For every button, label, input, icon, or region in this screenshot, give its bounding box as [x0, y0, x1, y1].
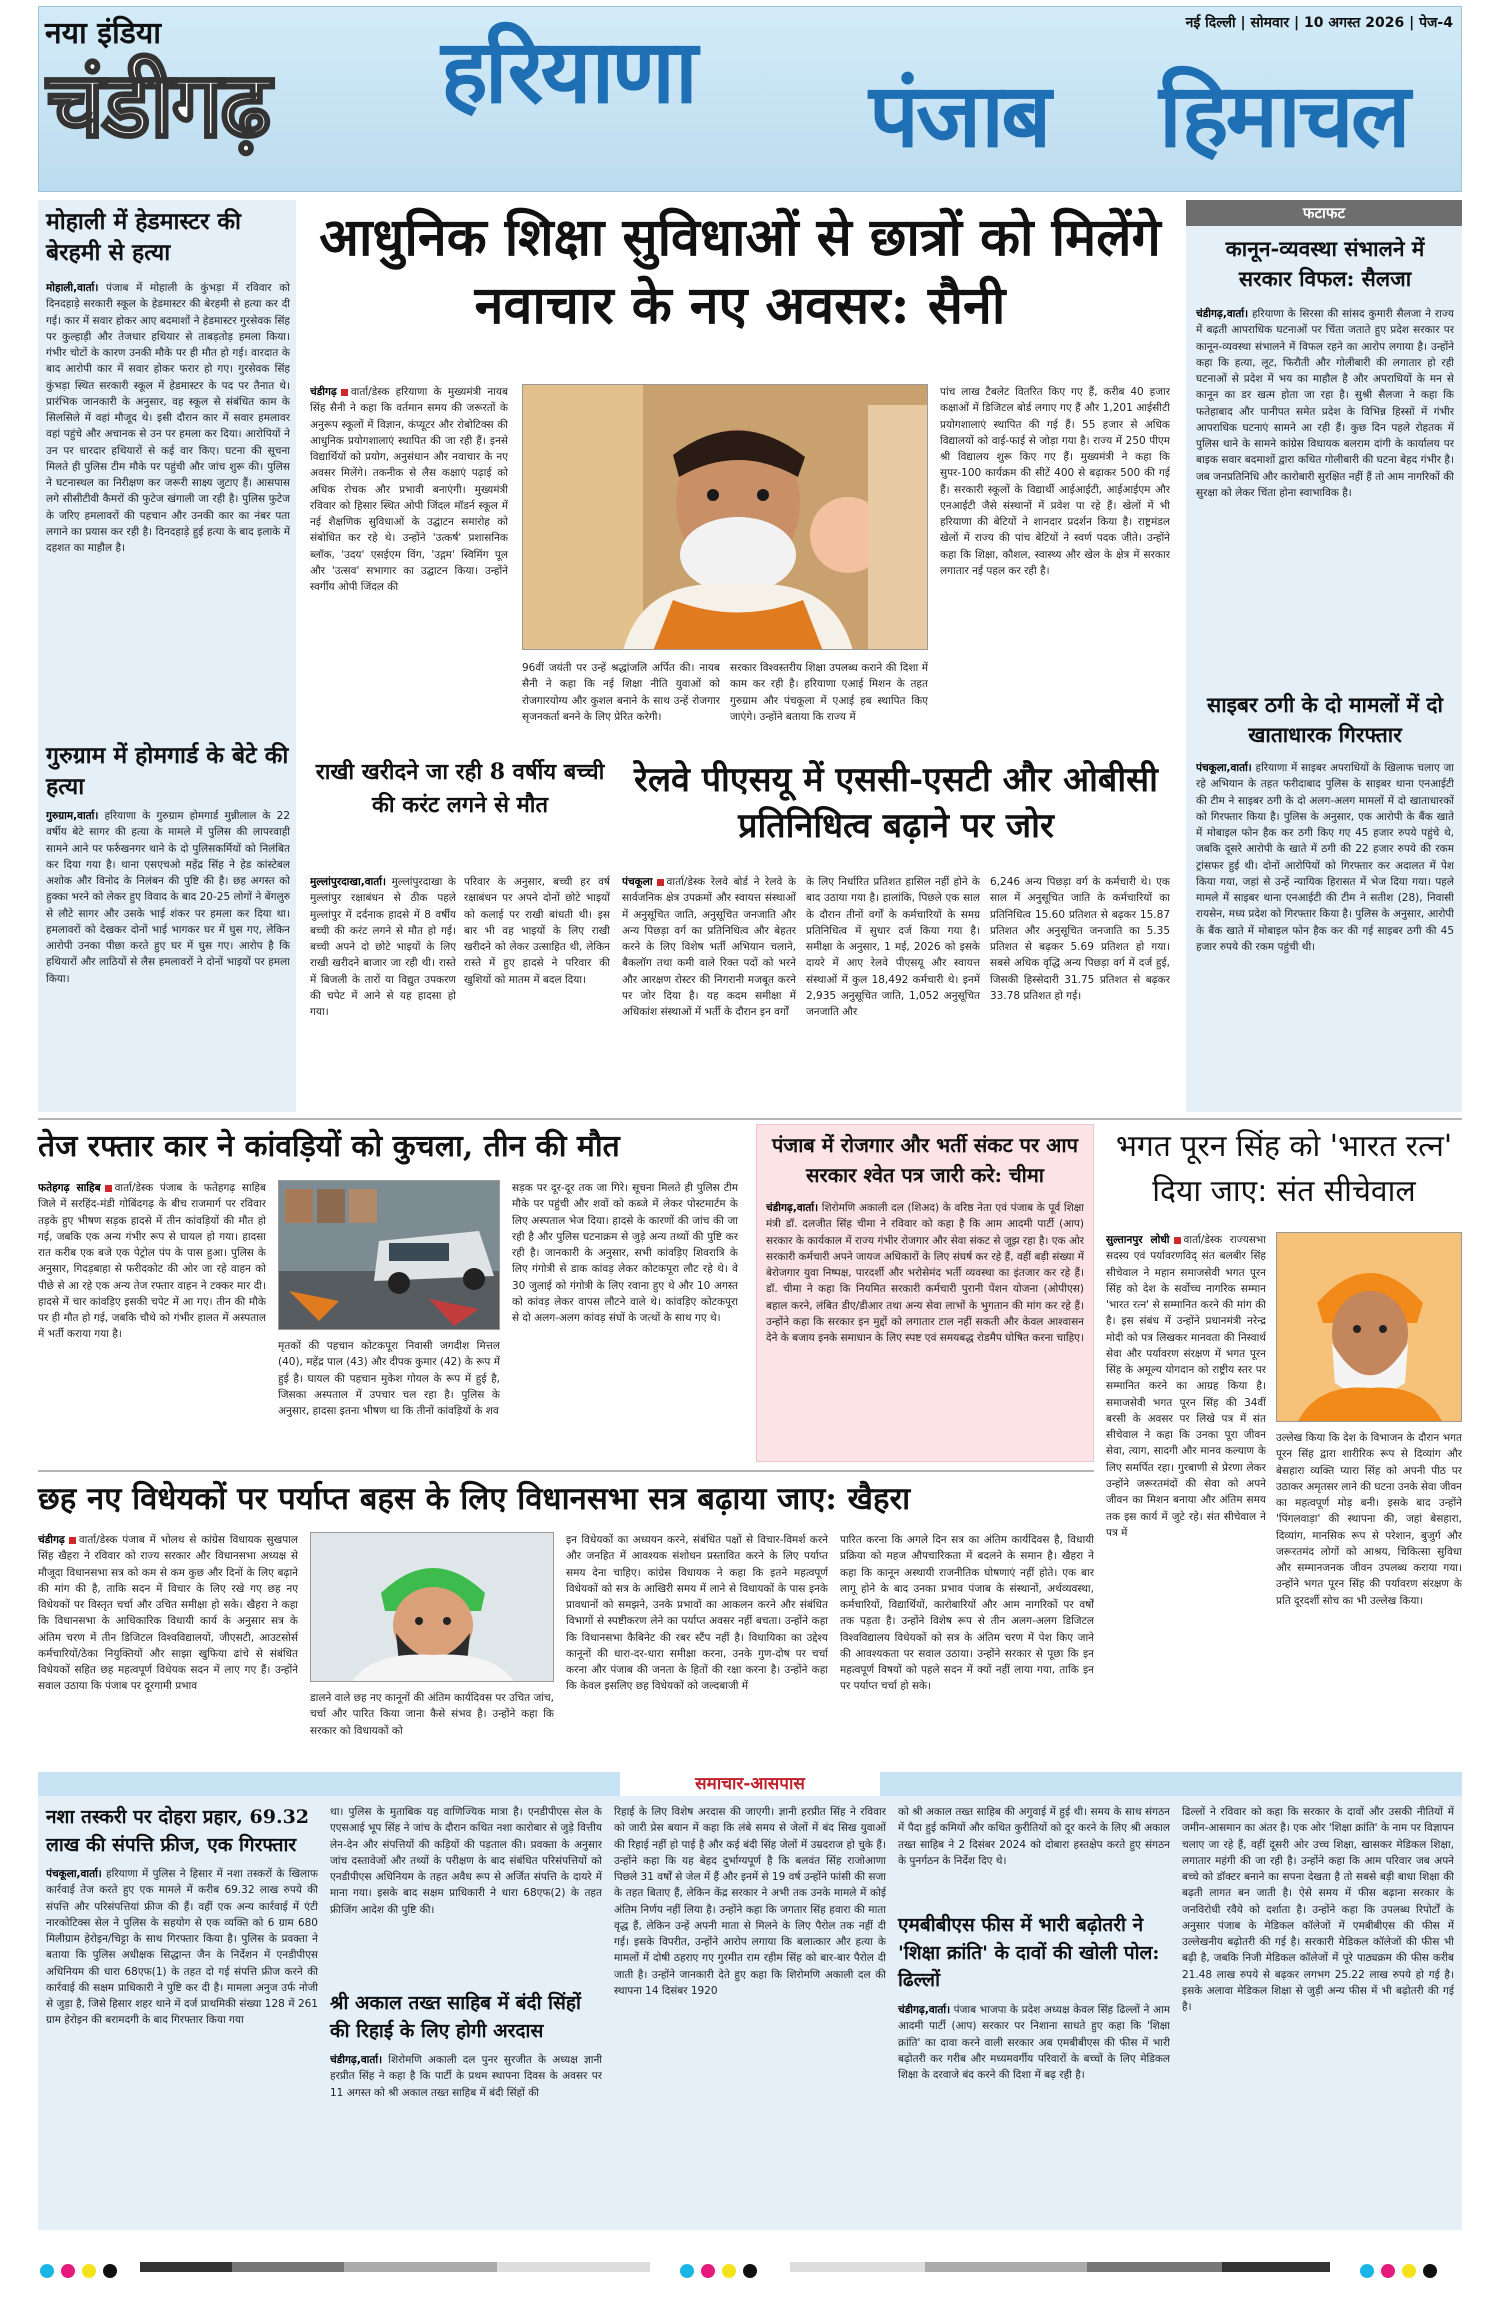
story-gurugram-headline: गुरुग्राम में होमगार्ड के बेटे की हत्या [46, 742, 289, 801]
fatafat-selja-text: हरियाणा के सिरसा की सांसद कुमारी सैलजा ने राज्य में बढ़ती आपराधिक घटनाओं पर चिंता जताते हुए प्रदेश सरकार पर कानून-व्यवस्था संभालने में विफल रहने का आरोप लगाया है। उन्होंने कहा कि हत्या, लूट, फिरौती और गोलीबारी की लगातार हो रही घटनाओं से प्रदेश में भय का माहौल है और अपराधियों के मन से कानून का डर खत्म होता जा रहा है। सुश्री सैलजा ने कहा कि फतेहाबाद और पानीपत समेत प्रदेश के विभिन्न हिस्सों में गंभीर आपराधिक घटनाएं सामने आ रही हैं। कुछ दिन पहले रोहतक में पुलिस थाने के सामने कांग्रेस विधायक बलराम दांगी के कार्यालय पर बाइक सवार बदमाशों द्वारा कथित गोलीबारी की घटना बेहद गंभीर है। जब जनप्रतिनिधि और कारोबारी सुरक्षित नहीं हैं तो आम नागरिकों की सुरक्षा को लेकर चिंता होना स्वाभाविक है। [1196, 308, 1454, 499]
bottom-akal-text: शिरोमणि अकाली दल पुनर सुरजीत के अध्यक्ष ज्ञानी हरप्रीत सिंह ने कहा है कि पार्टी के प्रथम स्थापना दिवस के अवसर पर 11 अगस्त को श्री अकाल तख्त साहिब में बंदी सिंहों की [330, 2054, 602, 2099]
page-number: पेज-4 [1419, 15, 1453, 31]
story-kanwar-text1: पंजाब के फतेहगढ़ साहिब जिले में सरहिंद-मंडी गोबिंदगढ़ के बीच राजमार्ग पर रविवार तड़के हुए भीषण सड़क हादसे में तीन कांवड़ियों की मौत हो गई, जबकि एक अन्य गंभीर रूप से घायल हो गया। हादसा रात करीब एक बजे एक पेट्रोल पंप के पास हुआ। पुलिस के अनुसार, गिदड़बाहा से फरीदकोट की ओर जा रहे वाहन को पीछे से आ रहे एक अन्य तेज रफ्तार वाहन ने टक्कर मार दी। हादसे में चार कांवड़िए इसकी चपेट में आ गए। तीन की मौके पर ही मौत हो गई, जबकि चौथे को गंभीर हालत में अस्पताल में भर्ती कराया गया है। [38, 1182, 266, 1341]
bottom-akal-cont: रिहाई के लिए विशेष अरदास की जाएगी। ज्ञानी हरप्रीत सिंह ने रविवार को जारी प्रेस बयान में कहा कि लंबे समय से जेलों में बंद सिख युवाओं की रिहाई नहीं हो पाई है और कई बंदी सिंह जेलों में उम्रदराज हो चुके हैं। उन्होंने कहा कि यह बेहद दुर्भाग्यपूर्ण है कि बलवंत सिंह राजोआणा पिछले 31 वर्षों से जेल में हैं और इनमें से 19 वर्ष उन्होंने फांसी की सजा के तहत बिताए हैं, लेकिन केंद्र सरकार ने अभी तक उनके मामले में कोई अंतिम निर्णय नहीं लिया है। उन्होंने कहा कि जगतार सिंह हवारा की माता वृद्ध हैं, लेकिन उन्हें अपनी माता से मिलने के लिए पैरोल तक नहीं दी गई। इसके विपरीत, उन्होंने आरोप लगाया कि बलात्कार और हत्या के मामलों में दोषी ठहराए गए गुरमीत राम रहीम सिंह को बार-बार पैरोल दी जाती है। उन्होंने जानकारी देते हुए कहा कि शिरोमणि अकाली दल की स्थापना 14 दिसंबर 1920 [614, 1806, 886, 1997]
story-seechewal-col1 [1106, 1232, 1266, 1760]
story-cheema-text: शिरोमणि अकाली दल (शिअद) के वरिष्ठ नेता एवं पंजाब के पूर्व शिक्षा मंत्री डॉ. दलजीत सिंह चीमा ने रविवार को कहा है कि आम आदमी पार्टी (आप) सरकार के कार्यकाल में राज्य गंभीर रोजगार और सेवा संकट से जूझ रहा है। एक ओर सरकारी कर्मचारी अपने जायज अधिकारों के लिए संघर्ष कर रहे हैं, वहीं बड़ी संख्या में बेरोजगार युवा निष्पक्ष, पारदर्शी और भरोसेमंद भर्ती व्यवस्था का इंतजार कर रहे हैं। डॉ. चीमा ने कहा कि नियमित सरकारी कर्मचारी पुरानी पेंशन योजना (ओपीएस) बहाल करने, लंबित डीए/डीआर तथा अन्य सेवा लाभों के भुगतान की मांग कर रहे हैं। उन्होंने कहा कि सरकार इन मुद्दों को लगातार टाल नहीं सकती और केवल आश्वासन देने के बजाय इनके समाधान के लिए स्पष्ट एवं समयबद्ध रोडमैप घोषित करना चाहिए। [766, 1202, 1084, 1345]
saini-photo [522, 384, 928, 650]
story-gurugram-text: हरियाणा के गुरुग्राम होमगार्ड मुन्नीलाल के 22 वर्षीय बेटे सागर की हत्या के मामले में पुलिस की लापरवाही सामने आने पर फर्रुखनगर थाने के दो पुलिसकर्मियों को निलंबित कर दिया गया है। थाना एसएचओ महेंद्र सिंह ने हेड कांस्टेबल अशोक और विनोद के निलंबन की पुष्टि की है। छह अगस्त को हुक्का भरने को लेकर हुए विवाद के बाद 20-25 लोगों ने बेंगलुरु से लौटे सागर और उसके भाई शंकर पर हमला कर दिया था। हमलावरों को देखकर दोनों भाई भागकर घर में घुस गए, लेकिन आरोपी उनका पीछा करते हुए घर में घुस गए। आरोप है कि हथियारों और लाठियों से लैस हमलावरों ने दोनों भाइयों पर हमला किया। [46, 810, 290, 985]
story-railway-marker [657, 879, 664, 886]
story-seechewal-text1: राज्यसभा सदस्य एवं पर्यावरणविद् संत बलबीर सिंह सीचेवाल ने महान समाजसेवी भगत पूरन सिंह को देश के सर्वोच्च नागरिक सम्मान 'भारत रत्न' से सम्मानित करने की मांग की है। इस संबंध में उन्होंने प्रधानमंत्री नरेन्द्र मोदी को पत्र लिखकर मानवता की निस्वार्थ सेवा और पर्यावरण संरक्षण में भगत पूरन सिंह के अमूल्य योगदान को राष्ट्रीय स्तर पर सम्मानित करने का आग्रह किया है। समाजसेवी भगत पूरन सिंह की 34वीं बरसी के अवसर पर लिखे पत्र में संत सीचेवाल ने कहा कि उनका पूरा जीवन सेवा, त्याग, सादगी और मानव कल्याण के लिए समर्पित रहा। गुरबाणी से प्रेरणा लेकर उन्होंने जरूरतमंदों की सेवा को अपने जीवन का मिशन बनाया और अंतिम समय तक इस कार्य में जुटे रहे। संत सीचेवाल ने पत्र में [1106, 1234, 1266, 1539]
story-cheema-headline: पंजाब में रोजगार और भर्ती संकट पर आप सरकार श्वेत पत्र जारी करे: चीमा [772, 1133, 1078, 1187]
bottom-drugs-dateline: पंचकूला,वार्ता। [46, 1868, 102, 1880]
fatafat-label: फटाफट [1186, 200, 1462, 226]
story-saini-dateline: चंडीगढ़ [310, 386, 337, 398]
fatafat-cyber-dateline: पंचकूला,वार्ता। [1196, 762, 1252, 774]
bottom-drugs-cont: था। पुलिस के मुताबिक यह वाणिज्यिक मात्रा है। एनडीपीएस सेल के एएसआई भूप सिंह ने जांच के दौरान कथित नशा कारोबार से जुड़े वित्तीय लेन-देन और संपत्तियों की कड़ियों की पड़ताल की। प्रवक्ता के अनुसार जांच दस्तावेजों और तथ्यों के परीक्षण के बाद संबंधित परिसंपत्तियों को एनडीपीएस अधिनियम के तहत अवैध रूप से अर्जित संपत्ति के दायरे में माना गया। इसके बाद सक्षम प्राधिकारी ने धारा 68एफ(2) के तहत फ्रीजिंग आदेश की पुष्टि की। [330, 1806, 602, 1916]
story-saini-marker [341, 389, 348, 396]
story-khaira-agency: वार्ता/डेस्क [78, 1534, 118, 1546]
story-rakhi-col1 [310, 874, 456, 1110]
story-kanwar-col2: मृतकों की पहचान कोटकपूरा निवासी जगदीश मित्तल (40), महेंद्र पाल (43) और दीपक कुमार (42) के रूप में हुई है। घायल की पहचान मुकेश गोयल के रूप में हुई है, जिसका अस्पताल में उपचार चल रहा है। पुलिस के अनुसार, हादसा इतना भीषण था कि तीनों कांवड़ियों के शव [278, 1340, 500, 1418]
story-cheema-dateline: चंडीगढ़,वार्ता। [766, 1202, 819, 1214]
seechewal-photo [1276, 1232, 1462, 1422]
dateline-bar: नई दिल्ली | सोमवार | 10 अगस्त 2026 | पेज-4 [1185, 15, 1453, 31]
bottom-akal-body [330, 2052, 602, 2222]
khaira-photo [310, 1532, 554, 1682]
story-railway-dateline: पंचकूला [622, 876, 653, 888]
bottom-mbbs-body [898, 2002, 1170, 2222]
bottom-akal-headline: श्री अकाल तख्त साहिब में बंदी सिंहों की रिहाई के लिए होगी अरदास [330, 1992, 581, 2042]
story-gurugram-body [46, 808, 290, 1106]
title-himachal: हिमाचल [1159, 64, 1408, 167]
story-seechewal-dateline: सुल्तानपुर लोधी [1106, 1234, 1170, 1246]
story-khaira-col3: इन विधेयकों का अध्ययन करने, संबंधित पक्षों से विचार-विमर्श करने और जनहित में आवश्यक संशोधन प्रस्तावित करने के लिए पर्याप्त समय देना चाहिए। कांग्रेस विधायक ने कहा कि इतने महत्वपूर्ण विधेयकों को सत्र के आखिरी समय में लाने से विधायकों के पास इनके प्रावधानों को समझने, उनके प्रभावों का आकलन करने और संबंधित विभागों से स्पष्टीकरण लेने का पर्याप्त अवसर नहीं बचता। उन्होंने कहा कि विधानसभा कैबिनेट की रबर स्टैंप नहीं है। विधायिका का उद्देश्य कानूनों की धारा-दर-धारा समीक्षा करना, उनके गुण-दोष पर चर्चा करना और पंजाब की जनता के हितों की रक्षा करना है। उन्होंने कहा कि केवल इसलिए छह विधेयकों को जल्दबाजी में [566, 1534, 828, 1693]
edition-location: नई दिल्ली [1185, 15, 1236, 31]
bottom-mbbs-dateline: चंडीगढ़,वार्ता। [898, 2004, 951, 2016]
title-punjab: पंजाब [869, 64, 1049, 167]
story-khaira-col4: पारित करना कि अगले दिन सत्र का अंतिम कार्यदिवस है, विधायी प्रक्रिया को महज औपचारिकता में बदलने के समान है। खैहरा ने कहा कि कानून अस्थायी राजनीतिक घोषणाएं नहीं होते। एक बार लागू होने के बाद उनका प्रभाव पंजाब के संस्थानों, अर्थव्यवस्था, कर्मचारियों, विद्यार्थियों, कारोबारियों और आम नागरिकों पर वर्षों तक पड़ता है। उन्होंने विशेष रूप से तीन अलग-अलग डिजिटल विश्वविद्यालय विधेयकों को सत्र के अंतिम चरण में पेश किए जाने की आवश्यकता पर सवाल उठाया। उन्होंने सरकार से पूछा कि इन महत्वपूर्ण विषयों को पहले सदन में क्यों नहीं लाया गया, ताकि इन पर पर्याप्त चर्चा हो सके। [840, 1534, 1094, 1693]
story-khaira-col2: डालने वाले छह नए कानूनों की अंतिम कार्यदिवस पर उचित जांच, चर्चा और पारित किया जाना कैसे संभव है। उन्होंने कहा कि सरकार को विधायकों को [310, 1692, 554, 1737]
story-railway-headline: रेलवे पीएसयू में एससी-एसटी और ओबीसी प्रतिनिधित्व बढ़ाने पर जोर [634, 760, 1158, 846]
story-saini-col2: 96वीं जयंती पर उन्हें श्रद्धांजलि अर्पित की। नायब सैनी ने कहा कि नई शिक्षा नीति युवाओं को रोजगारयोग्य और कुशल बनाने के साथ उन्हें रोजगार सृजनकर्ता बनने के लिए प्रेरित करेगी। [522, 662, 720, 723]
edition-date: 10 अगस्त 2026 [1304, 15, 1405, 31]
fatafat-cyber-text: हरियाणा में साइबर अपराधियों के खिलाफ चलाए जा रहे अभियान के तहत फरीदाबाद पुलिस के साइबर थाना एनआईटी की टीम ने साइबर ठगी के दो अलग-अलग मामलों में दो खाताधारकों को गिरफ्तार किया है। पुलिस के अनुसार, एक आरोपी के बैंक खाते में मोबाइल फोन हैक कर ठगी किए गए 45 हजार रुपये पहुंचे थे, जबकि दूसरे आरोपी के खाते में ठगी की 22 हजार रुपये की रकम ट्रांसफर हुई थी। दोनों आरोपियों को गिरफ्तार कर अदालत में पेश किया गया, जहां से उन्हें न्यायिक हिरासत में भेज दिया गया। पहले मामले में साइबर थाना एनआईटी की टीम ने सतीश (28), निवासी रायसेन, मध्य प्रदेश को गिरफ्तार किया है। पुलिस के अनुसार, आरोपी के बैंक खाते में मोबाइल फोन हैक कर की गई साइबर ठगी की 45 हजार रुपये की रकम पहुंची थी। [1196, 762, 1454, 953]
story-kanwar-headline: तेज रफ्तार कार ने कांवड़ियों को कुचला, तीन की मौत [38, 1129, 620, 1164]
story-seechewal-marker [1174, 1237, 1181, 1244]
print-bar-right [790, 2262, 1330, 2272]
story-seechewal-col2: उल्लेख किया कि देश के विभाजन के दौरान भगत पूरन सिंह द्वारा शारीरिक रूप से दिव्यांग और बेसहारा व्यक्ति प्यारा सिंह को अपनी पीठ पर उठाकर अमृतसर लाने की घटना उनके सेवा जीवन का महत्वपूर्ण मोड़ बनी। इसके बाद उन्होंने 'पिंगलवाड़ा' की स्थापना की, जहां बेसहारा, दिव्यांग, मानसिक रूप से परेशान, बुजुर्ग और जरूरतमंद लोगों को आश्रय, चिकित्सा सुविधा और सम्मानजनक जीवन उपलब्ध कराया गया। उन्होंने भगत पूरन सिंह की पर्यावरण संरक्षण के प्रति दूरदर्शी सोच का भी उल्लेख किया। [1276, 1432, 1462, 1607]
story-railway-agency: वार्ता/डेस्क [666, 876, 706, 888]
story-mohali-body [46, 280, 290, 728]
story-saini-headline: आधुनिक शिक्षा सुविधाओं से छात्रों को मिलेंगे नवाचार के नए अवसर: सैनी [319, 207, 1161, 336]
story-saini-agency: वार्ता/डेस्क [350, 386, 390, 398]
story-kanwar-col1 [38, 1180, 266, 1460]
print-registration-center [680, 2260, 764, 2279]
story-seechewal-agency: वार्ता/डेस्क [1183, 1234, 1223, 1246]
story-seechewal-headline: भगत पूरन सिंह को 'भारत रत्न' दिया जाए: संत सीचेवाल [1115, 1129, 1453, 1209]
story-mohali-text: पंजाब में मोहाली के कुंभड़ा में रविवार को दिनदहाड़े सरकारी स्कूल के हेडमास्टर की बेरहमी से हत्या कर दी गई। कार में सवार होकर आए बदमाशों ने हेडमास्टर गुरसेवक सिंह पर कुल्हाड़ी और तेजधार हथियार से ताबड़तोड़ हमला किया। गंभीर चोटों के कारण उनकी मौके पर ही मौत हो गई। वारदात के बाद आरोपी कार में सवार होकर फरार हो गए। गुरसेवक सिंह कुंभड़ा स्थित सरकारी स्कूल में हेडमास्टर के पद पर तैनात थे। प्रारंभिक जानकारी के अनुसार, वह स्कूल से संबंधित काम के सिलसिले में वहां मौजूद थे। इसी दौरान कार में सवार हमलावर वहां पहुंचे और अचानक से उन पर हमला कर दिया। आरोपियों ने उन पर धारदार हथियारों से कई वार किए। घटना की सूचना मिलते ही पुलिस टीम मौके पर पहुंची और जांच शुरू की। पुलिस ने घटनास्थल का निरीक्षण कर जरूरी साक्ष्य जुटाए हैं। आसपास लगे सीसीटीवी कैमरों की फुटेज खंगाली जा रही है। पुलिस फुटेज के जरिए हमलावरों की पहचान और उनकी कार का नंबर पता लगाने का प्रयास कर रही है। दिनदहाड़े हुई हत्या के बाद इलाके में दहशत का माहौल है। [46, 282, 290, 555]
divider-2 [38, 1470, 1094, 1472]
print-registration-right [1360, 2260, 1444, 2279]
story-rakhi-col2: परिवार के अनुसार, बच्ची हर वर्ष रक्षाबंधन पर अपने दोनों छोटे भाइयों को कलाई पर राखी बांधती थी। इस बार भी वह भाइयों के लिए राखी खरीदने को लेकर उत्साहित थी, लेकिन रास्ते में हुए हादसे ने परिवार की खुशियों को मातम में बदल दिया। [464, 876, 610, 986]
kanwar-photo [278, 1180, 500, 1330]
story-khaira-col1 [38, 1532, 298, 1760]
story-saini-text1: हरियाणा के मुख्यमंत्री नायब सिंह सैनी ने कहा कि वर्तमान समय की जरूरतों के अनुरूप स्कूलों में विज्ञान, कंप्यूटर और रोबोटिक्स की आधुनिक प्रयोगशालाएं स्थापित की जा रही हैं। इनसे विद्यार्थियों को प्रयोग, अनुसंधान और नवाचार के नए अवसर मिलेंगे। तकनीक से लैस कक्षाएं पढ़ाई को अधिक रोचक और प्रभावी बनाएंगी। मुख्यमंत्री रविवार को हिसार स्थित ओपी जिंदल मॉडर्न स्कूल में नई शैक्षणिक सुविधाओं के उद्घाटन समारोह को संबोधित कर रहे थे। उन्होंने 'उत्कर्ष' प्रशासनिक ब्लॉक, 'उदय' एसईएम विंग, 'उद्गम' स्विमिंग पूल और 'उत्सव' सभागार का उद्घाटन किया। उन्होंने स्वर्गीय ओपी जिंदल की [310, 386, 508, 594]
fatafat-cyber-headline: साइबर ठगी के दो मामलों में दो खाताधारक गिरफ्तार [1207, 692, 1443, 748]
story-railway-col3: 6,246 अन्य पिछड़ा वर्ग के कर्मचारी थे। एक साल में अनुसूचित जाति के कर्मचारियों का प्रतिनिधित्व 15.60 प्रतिशत से बढ़कर 15.87 प्रतिशत और अनुसूचित जनजाति का 5.35 प्रतिशत से बढ़कर 5.69 प्रतिशत हो गया। सबसे अधिक वृद्धि अन्य पिछड़ा वर्ग में दर्ज हुई, जिसकी हिस्सेदारी 31.75 प्रतिशत से बढ़कर 33.78 प्रतिशत हो गई। [990, 876, 1170, 1002]
story-kanwar-col3: सड़क पर दूर-दूर तक जा गिरे। सूचना मिलते ही पुलिस टीम मौके पर पहुंची और शवों को कब्जे में लेकर पोस्टमार्टम के लिए अस्पताल भेज दिया। हादसे के कारणों की जांच की जा रही है और पुलिस घटनाक्रम से जुड़े अन्य तथ्यों की पुष्टि कर रही है। जानकारी के अनुसार, सभी कांवड़िए शिवरात्रि के लिए गंगोत्री से डाक कांवड़ लेकर कोटकपूरा लौट रहे थे। वे 30 जुलाई को गंगोत्री के लिए रवाना हुए थे और 10 अगस्त को कांवड़ लेकर वापस लौटने वाले थे। कांवड़िए कोटकपूरा से दो अलग-अलग कांवड़ संघों के जत्थों के साथ गए थे। [512, 1182, 738, 1325]
fatafat-selja-headline: कानून-व्यवस्था संभालने में सरकार विफल: सैलजा [1225, 236, 1425, 292]
bottom-akal-dateline: चंडीगढ़,वार्ता। [330, 2054, 383, 2066]
city-name: चंडीगढ़ [47, 52, 269, 158]
bottom-section-label: समाचार-आसपास [620, 1772, 880, 1796]
bottom-mbbs-headline: एमबीबीएस फीस में भारी बढ़ोतरी ने 'शिक्षा क्रांति' के दावों की खोली पोल: ढिल्लों [898, 1914, 1160, 1992]
story-gurugram-dateline: गुरुग्राम,वार्ता। [46, 810, 99, 822]
title-haryana: हरियाणा [441, 20, 695, 123]
story-mohali-headline: मोहाली में हेडमास्टर की बेरहमी से हत्या [46, 208, 242, 267]
masthead [38, 6, 1462, 192]
divider-1 [38, 1118, 1462, 1120]
story-khaira-text1: पंजाब में भोलथ से कांग्रेस विधायक सुखपाल सिंह खैहरा ने रविवार को राज्य सरकार और विधानसभा अध्यक्ष से मौजूदा विधानसभा सत्र को कम से कम कुछ और दिनों के लिए बढ़ाने की मांग की है, ताकि सदन में विचार के लिए रखे गए छह नए विधेयकों पर विस्तृत चर्चा और उचित समीक्षा हो सके। खैहरा ने कहा कि विधानसभा के आधिकारिक विधायी कार्य के अनुसार सत्र के अंतिम चरण में तीन डिजिटल विश्वविद्यालयों, जीएसटी, आउटसोर्स कर्मचारियों/ठेका नियुक्तियों और साझा खुफिया ढांचे से संबंधित विधेयकों सहित छह महत्वपूर्ण विधेयक सदन में लाए गए हैं। उन्होंने सवाल उठाया कि पंजाब पर दूरगामी प्रभाव [38, 1534, 298, 1693]
story-kanwar-agency: वार्ता/डेस्क [114, 1182, 154, 1194]
story-saini-col3: सरकार विश्वस्तरीय शिक्षा उपलब्ध कराने की दिशा में काम कर रही है। हरियाणा एआई मिशन के तहत गुरुग्राम और पंचकूला में एआई हब स्थापित किए जाएंगे। उन्होंने बताया कि राज्य में [730, 662, 928, 723]
bottom-drugs-headline: नशा तस्करी पर दोहरा प्रहार, 69.32 लाख की संपत्ति फ्रीज, एक गिरफ्तार [46, 1806, 310, 1856]
fatafat-selja-dateline: चंडीगढ़,वार्ता। [1196, 308, 1249, 320]
story-kanwar-marker [105, 1185, 112, 1192]
fatafat-selja-body [1196, 306, 1454, 676]
bottom-mbbs-text: पंजाब भाजपा के प्रदेश अध्यक्ष केवल सिंह ढिल्लों ने आम आदमी पार्टी (आप) सरकार पर निशाना साधते हुए कहा कि 'शिक्षा क्रांति' का दावा करने वाली सरकार अब एमबीबीएस की फीस में भारी बढ़ोतरी कर गरीब और मध्यमवर्गीय परिवारों के बच्चों के लिए मेडिकल शिक्षा के दरवाजे बंद करने की दिशा में बढ़ रही है। [898, 2004, 1170, 2082]
bottom-drugs-text: हरियाणा में पुलिस ने हिसार में नशा तस्करों के खिलाफ कार्रवाई तेज करते हुए एक मामले में करीब 69.32 लाख रुपये की संपत्ति और परिसंपत्तियां फ्रीज की हैं। वहीं एक अन्य कार्रवाई में एंटी नारकोटिक्स सेल ने पुलिस के सहयोग से एक व्यक्ति को 6 ग्राम 680 मिलीग्राम हेरोइन/चिट्टा के साथ गिरफ्तार किया है। पुलिस के प्रवक्ता ने बताया कि पुलिस अधीक्षक सिद्धान्त जैन के निर्देशन में एनडीपीएस अधिनियम की धारा 68एफ(1) के तहत दो गई संपत्ति फ्रीज करने की कार्रवाई की सक्षम प्राधिकारी ने पुष्टि कर दी है। मामला अनुज उर्फ नोजी से जुड़ा है, जिसे हिसार शहर थाने में दर्ज प्राथमिकी संख्या 128 में 261 ग्राम हेरोइन की बरामदगी के बाद गिरफ्तार किया गया [46, 1868, 318, 2027]
fatafat-cyber-body [1196, 760, 1454, 1106]
story-saini-col4: पांच लाख टैबलेट वितरित किए गए हैं, करीब 40 हजार कक्षाओं में डिजिटल बोर्ड लगाए गए हैं और 1,201 आईसीटी प्रयोगशालाएं स्थापित की गई हैं। 55 हजार से अधिक विद्यालयों को वाई-फाई से जोड़ा गया है। राज्य में 250 पीएम श्री विद्यालय शुरू किए गए हैं। मुख्यमंत्री ने कहा कि सुपर-100 कार्यक्रम की सीटें 400 से बढ़ाकर 500 की गई हैं। सरकारी स्कूलों के विद्यार्थी आईआईटी, आईआईएम और एनआईटी जैसे संस्थानों में प्रवेश पा रहे हैं। खेलों में भी हरियाणा की बेटियों ने शानदार प्रदर्शन किया है। राष्ट्रमंडल खेलों में राज्य की पांच बेटियों ने स्वर्ण पदक जीते। उन्होंने कहा कि शिक्षा, कौशल, स्वास्थ्य और खेल के क्षेत्र में सरकार लगातार नई पहल कर रही है। [940, 386, 1170, 577]
story-khaira-dateline: चंडीगढ़ [38, 1534, 65, 1546]
story-railway-col2: के लिए निर्धारित प्रतिशत हासिल नहीं होने के बाद उठाया गया है। हालांकि, पिछले एक साल के दौरान तीनों वर्गों के कर्मचारियों के समग्र प्रतिनिधित्व में सुधार दर्ज किया गया है। समीक्षा के अनुसार, 1 मई, 2026 को इसके दायरे में आए रेलवे पीएसयू और स्वायत्त संस्थाओं में कुल 18,492 कर्मचारी थे। इनमें 2,935 अनुसूचित जाति, 1,052 अनुसूचित जनजाति और [806, 876, 980, 1019]
story-kanwar-dateline: फतेहगढ़ साहिब [38, 1182, 101, 1194]
story-rakhi-text1: मुल्लांपुरदाखा के मुल्लांपुर रक्षाबंधन से ठीक पहले मुल्लांपुर में दर्दनाक हादसे में 8 वर्षीय बच्ची की करंट लगने से मौत हो गई। बच्ची अपने दो छोटे भाइयों के लिए राखी खरीदने बाजार जा रही थी। रास्ते में बिजली के तारों या विद्युत उपकरण की चपेट में आने से यह हादसा हो गया। [310, 876, 456, 1019]
story-rakhi-headline: राखी खरीदने जा रही 8 वर्षीय बच्ची की करंट लगने से मौत [315, 759, 605, 818]
story-cheema-body [766, 1200, 1084, 1456]
print-registration-left [40, 2260, 124, 2279]
publication-name: नया इंडिया [45, 16, 161, 51]
story-railway-text1: रेलवे बोर्ड ने रेलवे के सार्वजनिक क्षेत्र उपक्रमों और स्वायत्त संस्थाओं में अनुसूचित जाति, अनुसूचित जनजाति और अन्य पिछड़ा वर्ग का प्रतिनिधित्व और बेहतर करने के लिए विशेष भर्ती अभियान चलाने, बैकलॉग तथा कमी वाले रिक्त पदों को भरने और आरक्षण रोस्टर की निगरानी मजबूत करने पर जोर दिया है। यह कदम समीक्षा में अधिकांश संस्थाओं में भर्ती के दौरान इन वर्गों [622, 876, 796, 1019]
bottom-drugs-body [46, 1866, 318, 2222]
bottom-akal-cont2: को श्री अकाल तख्त साहिब की अगुवाई में हुई थी। समय के साथ संगठन में पैदा हुई कमियों और कथित कुरीतियों को दूर करने के लिए श्री अकाल तख्त साहिब ने 2 दिसंबर 2024 को दोबारा हस्तक्षेप करते हुए संगठन के पुनर्गठन के निर्देश दिए थे। [898, 1806, 1170, 1867]
story-khaira-headline: छह नए विधेयकों पर पर्याप्त बहस के लिए विधानसभा सत्र बढ़ाया जाए: खैहरा [38, 1481, 911, 1517]
story-khaira-marker [69, 1537, 76, 1544]
story-rakhi-dateline: मुल्लांपुरदाखा,वार्ता। [310, 876, 386, 888]
bottom-mbbs-cont: ढिल्लों ने रविवार को कहा कि सरकार के दावों और उसकी नीतियों में जमीन-आसमान का अंतर है। एक ओर 'शिक्षा क्रांति' के नाम पर विज्ञापन चलाए जा रहे हैं, वहीं दूसरी ओर उच्च शिक्षा, खासकर मेडिकल शिक्षा, लगातार महंगी की जा रही है। उन्होंने कहा कि आम परिवार जब अपने बच्चे को डॉक्टर बनाने का सपना देखता है तो सबसे बड़ी बाधा शिक्षा की बढ़ती लागत बन जाती है। ऐसे समय में फीस बढ़ाना सरकार के जनविरोधी रवैये को दर्शाता है। उन्होंने कहा कि उपलब्ध रिपोर्टों के अनुसार पंजाब के मेडिकल कॉलेजों में एमबीबीएस की फीस में उल्लेखनीय बढ़ोतरी की गई है। सरकारी मेडिकल कॉलेजों की फीस भी बढ़ी है, जबकि निजी मेडिकल कॉलेजों में पूरे पाठ्यक्रम की फीस करीब 21.48 लाख रुपये से बढ़कर लगभग 25.22 लाख रुपये हो गई है। इसके अलावा मेडिकल शिक्षा से जुड़ी अन्य फीस में भी बढ़ोतरी की गई है। [1182, 1806, 1454, 2014]
print-bar-left [140, 2262, 650, 2272]
story-railway-col1 [622, 874, 796, 1110]
story-mohali-dateline: मोहाली,वार्ता। [46, 282, 99, 294]
edition-day: सोमवार [1250, 15, 1290, 31]
story-saini-col1 [310, 384, 508, 792]
